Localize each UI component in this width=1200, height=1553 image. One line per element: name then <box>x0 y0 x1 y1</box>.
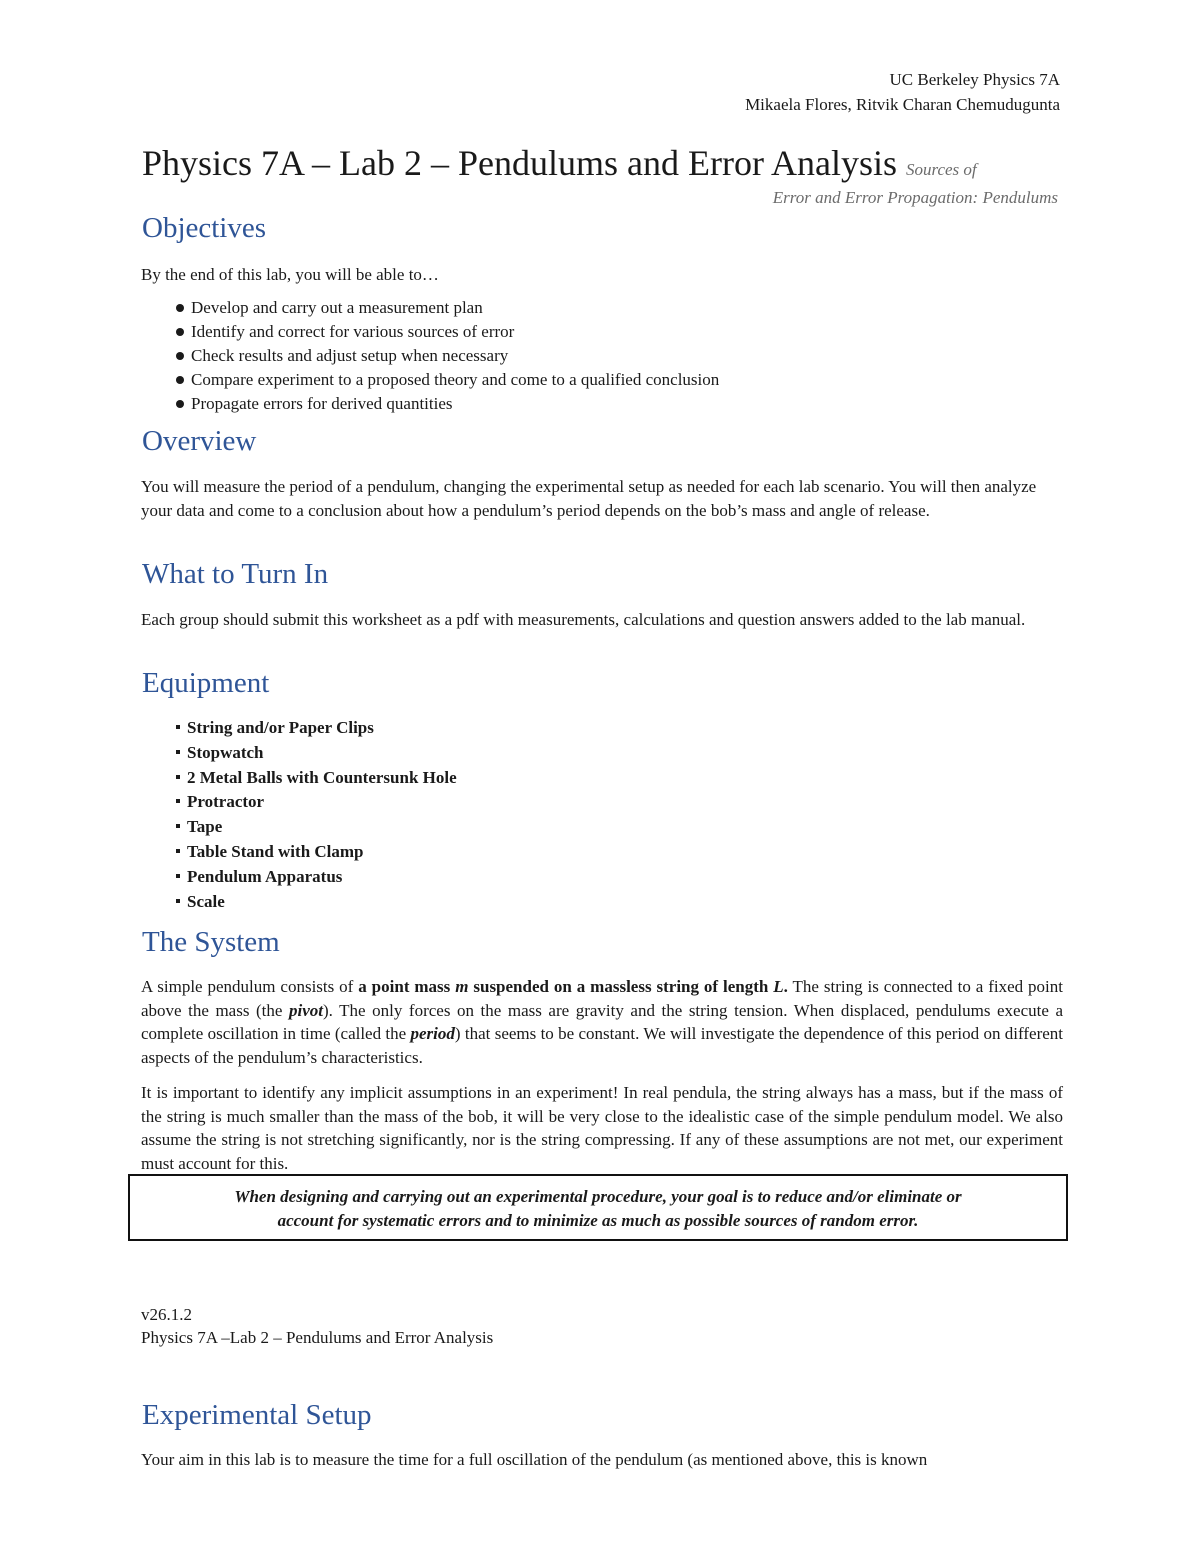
setup-text: Your aim in this lab is to measure the time for a full oscillation of the pendulum (as mentioned above, this is known <box>141 1450 928 1469</box>
heading-overview: Overview <box>142 425 257 457</box>
equipment-list <box>176 716 457 914</box>
bullet-icon <box>176 899 180 903</box>
list-item: Pendulum Apparatus <box>176 865 457 890</box>
objectives-list <box>176 296 719 416</box>
title-subtitle-part1: Sources of <box>905 160 977 179</box>
list-item: String and/or Paper Clips <box>176 716 457 741</box>
bullet-icon <box>176 849 180 853</box>
bullet-icon <box>176 874 180 878</box>
list-item: Protractor <box>176 790 457 815</box>
bullet-icon <box>176 824 180 828</box>
turn-in-text: Each group should submit this worksheet as a pdf with measurements, calculations and question answers added to the lab manual. <box>141 610 1026 629</box>
page-title <box>142 142 977 184</box>
bullet-icon <box>176 376 184 384</box>
system-paragraph-1: A simple pendulum consists of a point mass m suspended on a massless string of length L. The string is connected to a fixed point above the mass (the pivot). The only forces on the mass are gravity and the string tension. When displaced, pendulums execute a complete oscillation in time (called the period) that seems to be constant. We will investigate the dependence of this period on different aspects of the pendulum’s characteristics. <box>141 977 1063 1067</box>
bullet-icon <box>176 750 180 754</box>
overview-text: You will measure the period of a pendulum, changing the experimental setup as needed for each lab scenario. You will then analyze your data and come to a conclusion about how a pendulum’s period depends on the bob’s mass and angle of release. <box>141 477 1037 520</box>
bullet-icon <box>176 328 184 336</box>
system-paragraph-2: It is important to identify any implicit assumptions in an experiment! In real pendula, the string always has a mass, but if the mass of the string is much smaller than the mass of the bob, it will be very close to the idealistic case of the simple pendulum model. We also assume the string is not stretching significantly, nor is the string compressing. If any of these assumptions are not met, our experiment must account for this. <box>141 1083 1063 1173</box>
heading-turn-in: What to Turn In <box>142 558 329 590</box>
bullet-icon <box>176 400 184 408</box>
list-item: Table Stand with Clamp <box>176 840 457 865</box>
callout-line-2: account for systematic errors and to minimize as much as possible sources of random error. <box>277 1211 919 1230</box>
title-subtitle-part2: Error and Error Propagation: Pendulums <box>772 188 1058 207</box>
heading-experimental-setup: Experimental Setup <box>142 1399 372 1431</box>
bullet-icon <box>176 725 180 729</box>
title-main: Physics 7A – Lab 2 – Pendulums and Error Analysis <box>142 143 897 183</box>
header-authors: Mikaela Flores, Ritvik Charan Chemudugunta <box>745 95 1060 114</box>
list-item: Develop and carry out a measurement plan <box>176 296 719 320</box>
callout-line-1: When designing and carrying out an experimental procedure, your goal is to reduce and/or eliminate or <box>234 1187 962 1206</box>
callout-box <box>128 1174 1068 1241</box>
bullet-icon <box>176 775 180 779</box>
heading-objectives: Objectives <box>142 212 267 244</box>
list-item: Scale <box>176 890 457 915</box>
heading-equipment: Equipment <box>142 667 270 699</box>
list-item: Stopwatch <box>176 741 457 766</box>
list-item: 2 Metal Balls with Countersunk Hole <box>176 766 457 791</box>
list-item: Propagate errors for derived quantities <box>176 392 719 416</box>
objectives-intro: By the end of this lab, you will be able to… <box>141 265 439 284</box>
bullet-icon <box>176 304 184 312</box>
list-item: Compare experiment to a proposed theory and come to a qualified conclusion <box>176 368 719 392</box>
list-item: Check results and adjust setup when necessary <box>176 344 719 368</box>
list-item: Identify and correct for various sources of error <box>176 320 719 344</box>
header-course: UC Berkeley Physics 7A <box>889 70 1060 89</box>
heading-system: The System <box>142 926 280 958</box>
list-item: Tape <box>176 815 457 840</box>
bullet-icon <box>176 352 184 360</box>
footer-doc-title: Physics 7A –Lab 2 – Pendulums and Error Analysis <box>141 1328 494 1347</box>
footer-version: v26.1.2 <box>141 1305 192 1324</box>
bullet-icon <box>176 799 180 803</box>
